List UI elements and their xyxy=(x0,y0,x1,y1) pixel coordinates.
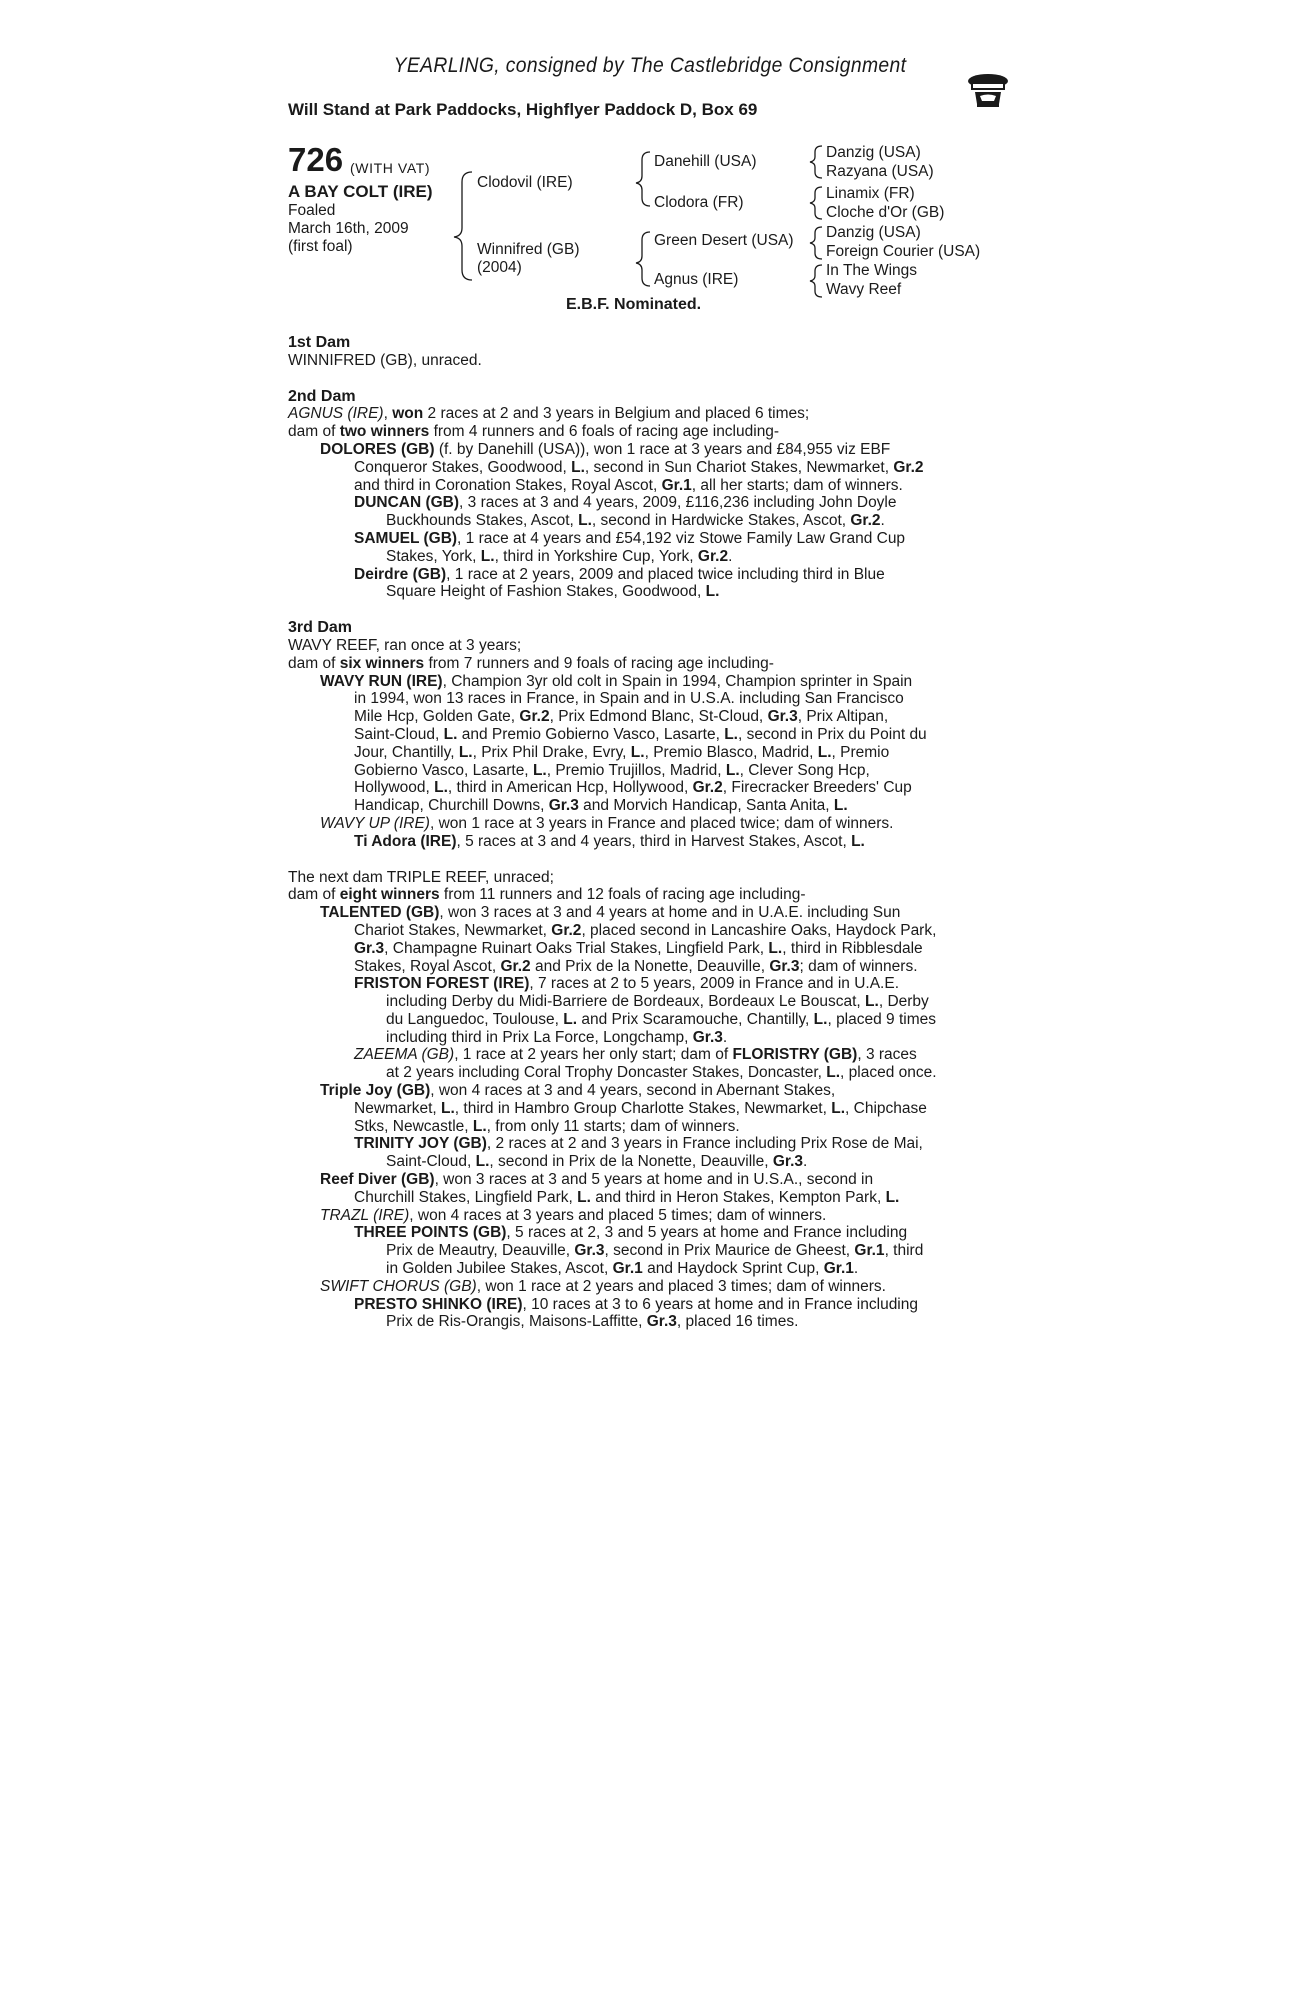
gg-7: In The Wings xyxy=(826,262,918,279)
list-item-cont: Square Height of Fashion Stakes, Goodwood, L. xyxy=(386,583,720,601)
consignment-title: YEARLING, consigned by The Castlebridge Consignment xyxy=(393,54,907,77)
first-dam-text: WINNIFRED (GB), unraced. xyxy=(288,351,482,369)
first-dam-heading: 1st Dam xyxy=(288,334,351,351)
third-dam-produce: dam of six winners from 7 runners and 9 foals of racing age including- xyxy=(288,654,774,672)
gp-brace-2 xyxy=(810,187,822,219)
list-item: ZAEEMA (GB), 1 race at 2 years her only start; dam of FLORISTRY (GB), 3 races xyxy=(354,1046,917,1064)
list-item-cont: Newmarket, L., third in Hambro Group Charlotte Stakes, Newmarket, L., Chipchase xyxy=(354,1099,927,1117)
list-item: DUNCAN (GB), 3 races at 3 and 4 years, 2009, £116,236 including John Doyle xyxy=(354,494,897,512)
list-item: WAVY UP (IRE), won 1 race at 3 years in France and placed twice; dam of winners. xyxy=(320,814,894,832)
list-item-cont: Mile Hcp, Golden Gate, Gr.2, Prix Edmond Blanc, St-Cloud, Gr.3, Prix Altipan, xyxy=(354,708,889,726)
list-item-cont: Hollywood, L., third in American Hcp, Hollywood, Gr.2, Firecracker Breeders' Cup xyxy=(354,779,912,797)
list-item-cont: Stakes, York, L., third in Yorkshire Cup, York, Gr.2. xyxy=(386,547,733,565)
list-item-cont: Gobierno Vasco, Lasarte, L., Premio Trujillos, Madrid, L., Clever Song Hcp, xyxy=(354,761,870,779)
list-item-cont: Saint-Cloud, L., second in Prix de la Nonette, Deauville, Gr.3. xyxy=(386,1153,808,1171)
list-item-cont: Gr.3, Champagne Ruinart Oaks Trial Stakes, Lingfield Park, L., third in Ribblesdale xyxy=(354,939,923,957)
second-dam-produce: dam of two winners from 4 runners and 6 foals of racing age including- xyxy=(288,423,780,441)
sire-dam: Clodora (FR) xyxy=(654,194,744,211)
lot-number: 726 xyxy=(288,141,344,178)
list-item: PRESTO SHINKO (IRE), 10 races at 3 to 6 years at home and in France including xyxy=(354,1295,918,1313)
list-item-cont: du Languedoc, Toulouse, L. and Prix Scaramouche, Chantilly, L., placed 9 times xyxy=(386,1010,937,1028)
list-item: Triple Joy (GB), won 4 races at 3 and 4 years, second in Abernant Stakes, xyxy=(320,1082,836,1100)
sire-sire: Danehill (USA) xyxy=(654,153,757,170)
list-item: TALENTED (GB), won 3 races at 3 and 4 years at home and in U.A.E. including Sun xyxy=(320,904,901,922)
list-item-cont: Jour, Chantilly, L., Prix Phil Drake, Evry, L., Premio Blasco, Madrid, L., Premio xyxy=(354,743,890,761)
list-item: Ti Adora (IRE), 5 races at 3 and 4 years, third in Harvest Stakes, Ascot, L. xyxy=(354,832,865,850)
list-item-cont: including third in Prix La Force, Longchamp, Gr.3. xyxy=(386,1028,728,1046)
gg-3: Linamix (FR) xyxy=(826,185,915,202)
dam-brace xyxy=(636,232,650,286)
list-item-cont: Prix de Meautry, Deauville, Gr.3, second in Prix Maurice de Gheest, Gr.1, third xyxy=(386,1242,924,1260)
dam-dam: Agnus (IRE) xyxy=(654,271,739,288)
gg-8: Wavy Reef xyxy=(826,281,902,298)
list-item: SAMUEL (GB), 1 race at 4 years and £54,192 viz Stowe Family Law Grand Cup xyxy=(354,529,906,547)
list-item: Reef Diver (GB), won 3 races at 3 and 5 years at home and in U.S.A., second in xyxy=(320,1171,874,1189)
list-item: THREE POINTS (GB), 5 races at 2, 3 and 5 years at home and France including xyxy=(354,1224,908,1242)
list-item-cont: and third in Coronation Stakes, Royal Ascot, Gr.1, all her starts; dam of winners. xyxy=(354,476,903,494)
list-item-cont: including Derby du Midi-Barriere de Bordeaux, Bordeaux Le Bouscat, L., Derby xyxy=(386,993,929,1011)
dam-year: (2004) xyxy=(477,259,522,276)
list-item-cont: Buckhounds Stakes, Ascot, L., second in Hardwicke Stakes, Ascot, Gr.2. xyxy=(386,512,885,530)
list-item: FRISTON FOREST (IRE), 7 races at 2 to 5 years, 2009 in France and in U.A.E. xyxy=(354,975,900,993)
gg-1: Danzig (USA) xyxy=(826,144,921,161)
list-item-cont: Handicap, Churchill Downs, Gr.3 and Morvich Handicap, Santa Anita, L. xyxy=(354,797,848,815)
list-item-cont: Churchill Stakes, Lingfield Park, L. and third in Heron Stakes, Kempton Park, L. xyxy=(354,1188,900,1206)
list-item-cont: Stakes, Royal Ascot, Gr.2 and Prix de la Nonette, Deauville, Gr.3; dam of winners. xyxy=(354,957,918,975)
second-dam-heading: 2nd Dam xyxy=(288,387,356,405)
gg-4: Cloche d'Or (GB) xyxy=(826,204,945,221)
second-dam-line: AGNUS (IRE), won 2 races at 2 and 3 years in Belgium and placed 6 times; xyxy=(288,405,810,423)
foaled-label: Foaled xyxy=(288,202,336,219)
list-item-cont: in 1994, won 13 races in France, in Spain and in U.S.A. including San Francisco xyxy=(354,690,904,708)
horse-name: A BAY COLT (IRE) xyxy=(288,182,433,201)
pedigree-chart xyxy=(0,0,1313,320)
ebf-nomination: E.B.F. Nominated. xyxy=(566,296,702,313)
third-dam-heading: 3rd Dam xyxy=(288,619,353,637)
list-item-cont: Prix de Ris-Orangis, Maisons-Laffitte, Gr.3, placed 16 times. xyxy=(386,1313,799,1331)
dam: Winnifred (GB) xyxy=(477,241,580,258)
stand-location: Will Stand at Park Paddocks, Highflyer Paddock D, Box 69 xyxy=(288,100,758,119)
list-item-cont: at 2 years including Coral Trophy Doncaster Stakes, Doncaster, L., placed once. xyxy=(386,1064,937,1082)
gg-5: Danzig (USA) xyxy=(826,224,921,241)
dam-line-text xyxy=(288,334,1004,1331)
dam-sire: Green Desert (USA) xyxy=(654,232,794,249)
vat-note: (WITH VAT) xyxy=(350,160,431,176)
list-item: Deirdre (GB), 1 race at 2 years, 2009 and placed twice including third in Blue xyxy=(354,565,885,583)
list-item-cont: in Golden Jubilee Stakes, Ascot, Gr.1 and Haydock Sprint Cup, Gr.1. xyxy=(386,1260,859,1278)
next-dam-line: The next dam TRIPLE REEF, unraced; xyxy=(288,868,554,886)
gp-brace-4 xyxy=(810,265,822,297)
gg-6: Foreign Courier (USA) xyxy=(826,243,981,260)
pedigree-main-brace xyxy=(454,172,472,280)
gg-2: Razyana (USA) xyxy=(826,163,934,180)
next-dam-produce: dam of eight winners from 11 runners and 12 foals of racing age including- xyxy=(288,886,806,904)
list-item-cont: Saint-Cloud, L. and Premio Gobierno Vasco, Lasarte, L., second in Prix du Point du xyxy=(354,725,927,743)
third-dam-line: WAVY REEF, ran once at 3 years; xyxy=(288,636,522,654)
list-item: SWIFT CHORUS (GB), won 1 race at 2 years and placed 3 times; dam of winners. xyxy=(320,1277,886,1295)
gp-brace-3 xyxy=(810,227,822,259)
list-item: DOLORES (GB) (f. by Danehill (USA)), won 1 race at 3 years and £84,955 viz EBF xyxy=(320,440,891,458)
list-item: WAVY RUN (IRE), Champion 3yr old colt in Spain in 1994, Champion sprinter in Spain xyxy=(320,672,913,690)
list-item: TRAZL (IRE), won 4 races at 3 years and placed 5 times; dam of winners. xyxy=(320,1206,827,1224)
foaled-date: March 16th, 2009 xyxy=(288,220,409,237)
gp-brace-1 xyxy=(810,146,822,178)
list-item-cont: Stks, Newcastle, L., from only 11 starts; dam of winners. xyxy=(354,1117,740,1135)
foal-note: (first foal) xyxy=(288,238,353,255)
list-item: TRINITY JOY (GB), 2 races at 2 and 3 years in France including Prix Rose de Mai, xyxy=(354,1135,923,1153)
list-item-cont: Chariot Stakes, Newmarket, Gr.2, placed second in Lancashire Oaks, Haydock Park, xyxy=(354,921,937,939)
sire: Clodovil (IRE) xyxy=(477,174,573,191)
list-item-cont: Conqueror Stakes, Goodwood, L., second in Sun Chariot Stakes, Newmarket, Gr.2 xyxy=(354,458,924,476)
sire-brace xyxy=(636,152,650,206)
